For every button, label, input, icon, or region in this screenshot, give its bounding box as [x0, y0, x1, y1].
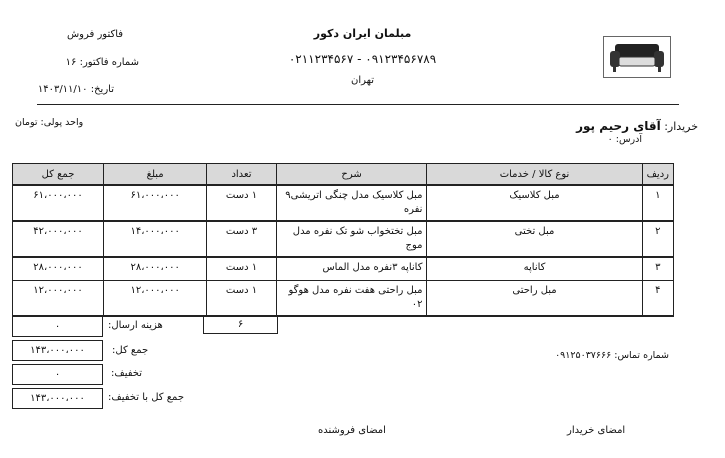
store-city: تهران — [350, 75, 375, 86]
cell-desc: مبل راحتی هفت نفره مدل هوگو ۰۲ — [276, 280, 427, 316]
buyer-label: خریدار: — [664, 120, 698, 133]
buyer-address: آدرس: ۰ — [607, 134, 642, 145]
invoice-title: فاکتور فروش — [66, 29, 124, 40]
table-row — [13, 280, 674, 316]
cell-type: مبل راحتی — [427, 280, 642, 316]
cell-desc: مبل کلاسیک مدل چنگی اتریشی۹ نفره — [276, 185, 427, 221]
buyer-name: آقای رحیم پور — [576, 119, 661, 133]
header-desc: شرح — [276, 164, 427, 186]
table-row — [13, 257, 674, 280]
after-discount-label: جمع کل با تخفیف: — [108, 392, 185, 403]
cell-price: ۶۱،۰۰۰،۰۰۰ — [103, 185, 206, 221]
after-discount-value: ۱۴۳،۰۰۰،۰۰۰ — [12, 388, 103, 409]
items-table — [12, 163, 674, 317]
cell-total: ۱۲،۰۰۰،۰۰۰ — [13, 280, 104, 316]
cell-total: ۶۱،۰۰۰،۰۰۰ — [13, 185, 104, 221]
header-price: مبلغ — [103, 164, 206, 186]
cell-price: ۱۲،۰۰۰،۰۰۰ — [103, 280, 206, 316]
seller-signature: امضای فروشنده — [318, 425, 386, 436]
store-phones: ۰۲۱۱۲۳۴۵۶۷ - ۰۹۱۲۳۴۵۶۷۸۹ — [288, 52, 437, 66]
currency-unit: واحد پولی: تومان — [15, 117, 84, 128]
header-total: جمع کل — [13, 164, 104, 186]
cell-qty: ۳ دست — [207, 221, 276, 257]
cell-row-num: ۱ — [642, 185, 673, 221]
grand-total-label: جمع کل: — [112, 345, 149, 356]
cell-total: ۲۸،۰۰۰،۰۰۰ — [13, 257, 104, 280]
table-header-row — [13, 164, 674, 186]
discount-value: ۰ — [12, 364, 103, 385]
header-qty: تعداد — [207, 164, 276, 186]
shipping-label: هزینه ارسال: — [108, 320, 163, 331]
cell-desc: مبل تختخواب شو تک نفره مدل موج — [276, 221, 427, 257]
grand-total-value: ۱۴۳،۰۰۰،۰۰۰ — [12, 340, 103, 361]
total-qty: ۶ — [203, 316, 278, 334]
cell-type: مبل کلاسیک — [427, 185, 642, 221]
buyer-info — [576, 119, 698, 133]
cell-desc: کاناپه ۳نفره مدل الماس — [276, 257, 427, 280]
header-row-num: ردیف — [642, 164, 673, 186]
contact-number: شماره تماس: ۰۹۱۲۵۰۳۷۶۶۶ — [555, 350, 669, 361]
cell-total: ۴۲،۰۰۰،۰۰۰ — [13, 221, 104, 257]
cell-qty: ۱ دست — [207, 185, 276, 221]
cell-price: ۲۸،۰۰۰،۰۰۰ — [103, 257, 206, 280]
cell-qty: ۱ دست — [207, 280, 276, 316]
invoice-number: شماره فاکتور: ۱۶ — [65, 57, 139, 68]
cell-row-num: ۴ — [642, 280, 673, 316]
shipping-value: ۰ — [12, 316, 103, 337]
buyer-signature: امضای خریدار — [567, 425, 626, 436]
header-type: نوع کالا / خدمات — [427, 164, 642, 186]
cell-type: مبل تختی — [427, 221, 642, 257]
table-row — [13, 185, 674, 221]
cell-price: ۱۴،۰۰۰،۰۰۰ — [103, 221, 206, 257]
cell-qty: ۱ دست — [207, 257, 276, 280]
cell-type: کاناپه — [427, 257, 642, 280]
table-row — [13, 221, 674, 257]
store-name: مبلمان ایران دکور — [313, 27, 412, 40]
discount-label: تخفیف: — [111, 368, 143, 379]
cell-row-num: ۳ — [642, 257, 673, 280]
header-divider — [37, 104, 679, 105]
invoice-date: تاریخ: ۱۴۰۳/۱۱/۱۰ — [37, 84, 114, 95]
cell-row-num: ۲ — [642, 221, 673, 257]
